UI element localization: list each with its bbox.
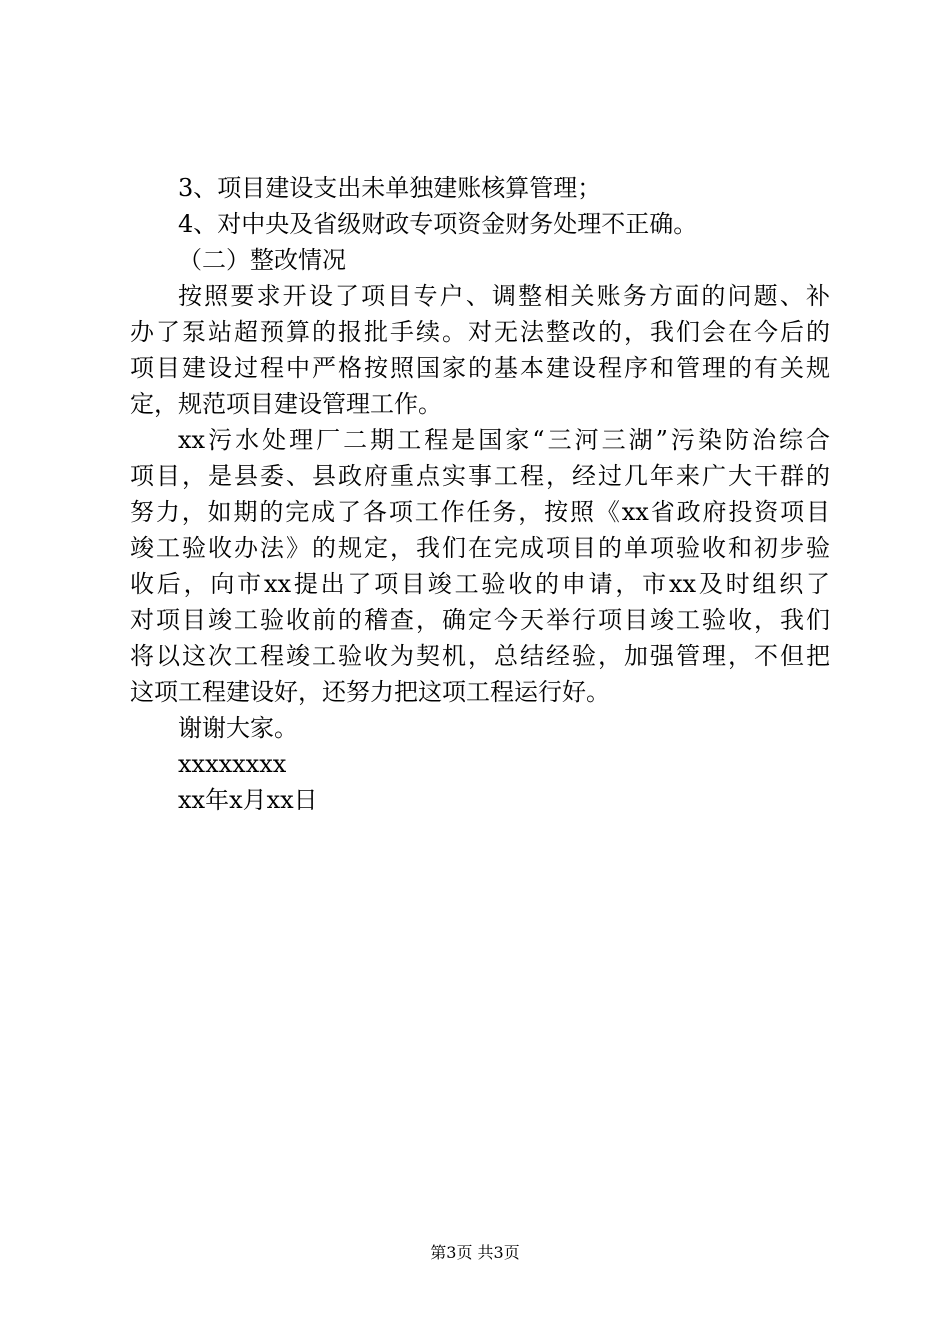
page-footer [0, 1243, 950, 1263]
paragraph-line: 项目建设过程中严格按照国家的基本建设程序和管理的有关规 [130, 354, 830, 382]
text-line-item-3: 3、项目建设支出未单独建账核算管理； [178, 174, 602, 202]
text-line-item-4: 4、对中央及省级财政专项资金财务处理不正确。 [178, 210, 698, 238]
paragraph-line: 定，规范项目建设管理工作。 [130, 390, 442, 418]
signature-date: xx年x月xx日 [178, 786, 318, 814]
document-body [130, 170, 830, 818]
closing-thanks: 谢谢大家。 [178, 714, 298, 742]
paragraph-line: 对项目竣工验收前的稽查，确定今天举行项目竣工验收，我们 [130, 606, 830, 634]
paragraph-line: 努力，如期的完成了各项工作任务，按照《xx省政府投资项目 [130, 498, 830, 526]
paragraph-line: xx污水处理厂二期工程是国家“三河三湖”污染防治综合 [178, 426, 830, 454]
page-number-label: 第3页 共3页 [430, 1243, 520, 1262]
paragraph-line: 项目，是县委、县政府重点实事工程，经过几年来广大干群的 [130, 462, 830, 490]
paragraph-line: 收后，向市xx提出了项目竣工验收的申请，市xx及时组织了 [130, 570, 830, 598]
paragraph-line: 按照要求开设了项目专户、调整相关账务方面的问题、补 [178, 282, 830, 310]
paragraph-line: 将以这次工程竣工验收为契机，总结经验，加强管理，不但把 [130, 642, 830, 670]
signature-name: xxxxxxxx [178, 750, 287, 778]
section-heading-rectification: （二）整改情况 [178, 246, 346, 274]
paragraph-line: 这项工程建设好，还努力把这项工程运行好。 [130, 678, 610, 706]
paragraph-line: 办了泵站超预算的报批手续。对无法整改的，我们会在今后的 [130, 318, 830, 346]
paragraph-line: 竣工验收办法》的规定，我们在完成项目的单项验收和初步验 [130, 534, 830, 562]
